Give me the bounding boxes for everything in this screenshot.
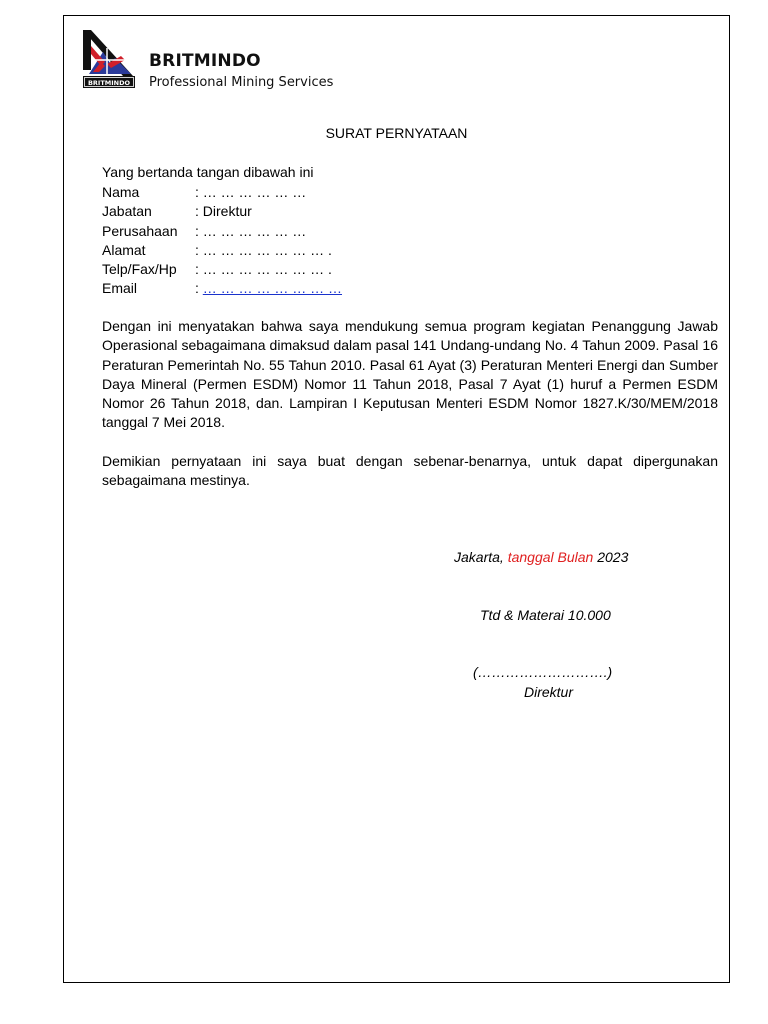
field-row-alamat <box>102 241 342 260</box>
signature-year: 2023 <box>593 549 629 565</box>
field-value: : … … … … … … … . <box>195 241 332 258</box>
signature-place-date <box>454 549 628 565</box>
signature-city: Jakarta, <box>454 549 508 565</box>
logo-badge-text <box>81 26 147 94</box>
intro-line: Yang bertanda tangan dibawah ini <box>102 164 314 180</box>
company-tagline: Professional Mining Services <box>149 75 334 90</box>
field-label: Alamat <box>102 241 146 258</box>
field-label: Email <box>102 280 138 297</box>
field-value: : … … … … … … <box>195 184 307 200</box>
field-colon: : <box>195 280 203 297</box>
email-link[interactable]: … … … … … … … … <box>202 280 343 297</box>
date-placeholder: tanggal Bulan <box>507 549 594 565</box>
document-title: SURAT PERNYATAAN <box>325 125 468 141</box>
field-value: : … … … … … … <box>195 222 307 239</box>
signature-stamp-note: Ttd & Materai 10.000 <box>480 607 611 623</box>
field-row-nama <box>102 183 342 202</box>
signature-role: Direktur <box>524 684 574 700</box>
field-row-telp <box>102 260 342 279</box>
field-label: Telp/Fax/Hp <box>102 261 177 278</box>
letter-page <box>63 15 730 983</box>
field-label: Nama <box>102 184 140 200</box>
field-label: Perusahaan <box>102 222 178 239</box>
statement-paragraph: Dengan ini menyatakan bahwa saya mendukung semua program kegiatan Penanggung Jawab Operasional sebagaimana dimaksud dalam pasal 141 Undang-undang No. 4 Tahun 2009. Pasal 16 Peraturan Pemerintah No. 55 Tahun 2010. Pasal 61 Ayat (3) Peraturan Menteri Energi dan Sumber Daya Mineral (Permen ESDM) Nomor 11 Tahun 2018, Pasal 7 Ayat (1) huruf a Permen ESDM Nomor 26 Tahun 2018, dan. Lampiran I Keputusan Menteri ESDM Nomor 1827.K/30/MEM/2018 tanggal 7 Mei 2018. <box>102 318 718 431</box>
company-logo <box>81 26 334 96</box>
field-value: : … … … … … … … . <box>195 261 332 278</box>
signature-name-blank: (……………………….) <box>473 664 613 680</box>
company-name: BRITMINDO <box>149 51 261 71</box>
closing-paragraph: Demikian pernyataan ini saya buat dengan sebenar-benarnya, untuk dapat dipergunakan sebagaimana mestinya. <box>102 453 718 489</box>
field-row-email <box>102 279 342 298</box>
field-row-perusahaan <box>102 222 342 241</box>
field-row-jabatan <box>102 202 342 221</box>
svg-text:BRITMINDO: BRITMINDO <box>87 79 131 87</box>
field-label: Jabatan <box>102 203 152 220</box>
signer-fields <box>102 183 342 299</box>
field-value: : Direktur <box>195 203 252 220</box>
